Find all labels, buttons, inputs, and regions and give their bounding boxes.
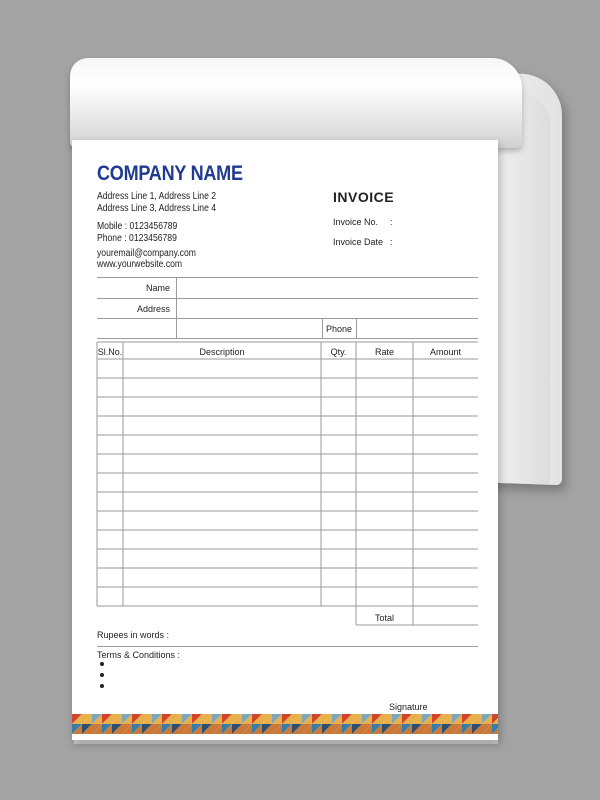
terms-bullet-2 — [100, 673, 104, 677]
header-qty: Qty. — [330, 347, 347, 357]
company-website: www.yourwebsite.com — [97, 259, 183, 270]
invoice-date-colon: : — [390, 237, 393, 247]
total-label: Total — [374, 613, 394, 623]
company-mobile: Mobile : 0123456789 — [97, 221, 178, 232]
customer-col-divider — [176, 277, 177, 338]
rupees-rule — [97, 646, 478, 647]
signature-label: Signature — [389, 702, 428, 712]
header-amount: Amount — [429, 347, 462, 357]
rupees-in-words-label: Rupees in words : — [97, 630, 170, 640]
invoice-sheet — [72, 140, 498, 740]
invoice-title: INVOICE — [333, 189, 395, 205]
customer-phone-label: Phone — [326, 324, 353, 334]
customer-top-rule — [97, 277, 478, 278]
company-phone: Phone : 0123456789 — [97, 233, 177, 244]
header-sl-no: Sl.No. — [97, 347, 123, 357]
notepad-binding — [70, 58, 522, 148]
customer-address-label: Address — [137, 304, 171, 314]
customer-rule-3 — [97, 338, 478, 339]
company-address-line-2: Address Line 3, Address Line 4 — [97, 203, 217, 214]
customer-name-label: Name — [146, 283, 171, 293]
company-address-line-1: Address Line 1, Address Line 2 — [97, 191, 217, 202]
invoice-number-label: Invoice No. — [333, 217, 379, 227]
invoice-date-label: Invoice Date — [333, 237, 384, 247]
customer-rule-1 — [97, 298, 478, 299]
company-name: COMPANY NAME — [97, 162, 243, 185]
company-email: youremail@company.com — [97, 248, 196, 259]
items-table-grid — [72, 340, 498, 640]
terms-label: Terms & Conditions : — [97, 650, 181, 660]
phone-divider-right — [356, 318, 357, 338]
terms-bullet-3 — [100, 684, 104, 688]
header-description: Description — [199, 347, 245, 357]
terms-bullet-1 — [100, 662, 104, 666]
decorative-pattern-strip — [72, 714, 498, 734]
phone-divider-left — [322, 318, 323, 338]
customer-rule-2 — [97, 318, 478, 319]
invoice-number-colon: : — [390, 217, 393, 227]
header-rate: Rate — [374, 347, 394, 357]
